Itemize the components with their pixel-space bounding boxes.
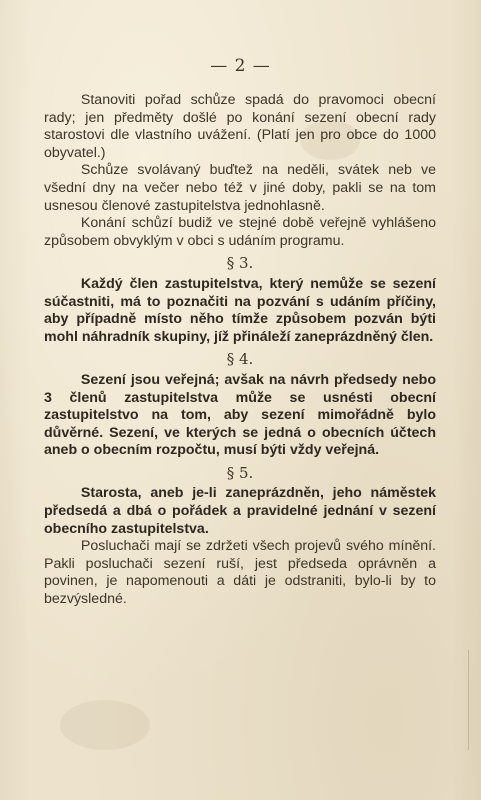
paragraph-meeting-days: Schůze svolávaný buďtež na neděli, svátek neb ve všední dny na večer nebo též v jiné doby, pakli se na tom usnesou členové zastupitelstva jednohlasně. (44, 162, 436, 214)
document-body (44, 92, 436, 609)
paper-stain (60, 700, 150, 750)
paragraph-chairman: Starosta, aneb je-li zaneprázdněn, jeho náměstek předsedá a dbá o pořádek a pravidelné jednání v sezení obecního zastupitelstva. (44, 485, 436, 537)
section-heading-5: § 5. (226, 463, 254, 482)
section-heading-4: § 4. (226, 350, 254, 369)
paper-fold (468, 650, 469, 750)
paragraph-public-sessions: Sezení jsou veřejná; avšak na návrh předsedy nebo 3 členů zastupitelstva může se usnésti obecní zastupitelstvo na tom, aby sezení mimořádně bylo důvěrné. Sezení, ve kterých se jedná o obecních účtech aneb o obecním rozpočtu, musí býti vždy veřejná. (44, 371, 436, 459)
page-number: — 2 — (210, 56, 271, 76)
paragraph-order-of-business: Stanoviti pořad schůze spadá do pravomoci obecní rady; jen předměty došlé po konání sezení obecní rady starostovi dle vlastního uvážení. (Platí jen pro obce do 1000 obyvatel.) (44, 92, 436, 161)
paragraph-announcement: Konání schůzí budiž ve stejné době veřejně vyhlášeno způsobem obvyklým v obci s udáním programu. (44, 215, 436, 249)
paragraph-absence: Každý člen zastupitelstva, který nemůže se sezení súčastniti, má to poznačiti na pozvání s udáním příčiny, aby případně místo něho tímže způsobem pozván býti mohl náhradník skupiny, jíž přináleží zaneprázdněný člen. (44, 275, 436, 345)
paragraph-listeners: Posluchači mají se zdržeti všech projevů svého mínění. Pakli posluchači sezení ruší, jest předseda oprávněn a povinen, je napomenouti a dáti je odstraniti, bylo-li by to bezvýsledné. (44, 538, 436, 608)
section-heading-3: § 3. (226, 254, 254, 273)
